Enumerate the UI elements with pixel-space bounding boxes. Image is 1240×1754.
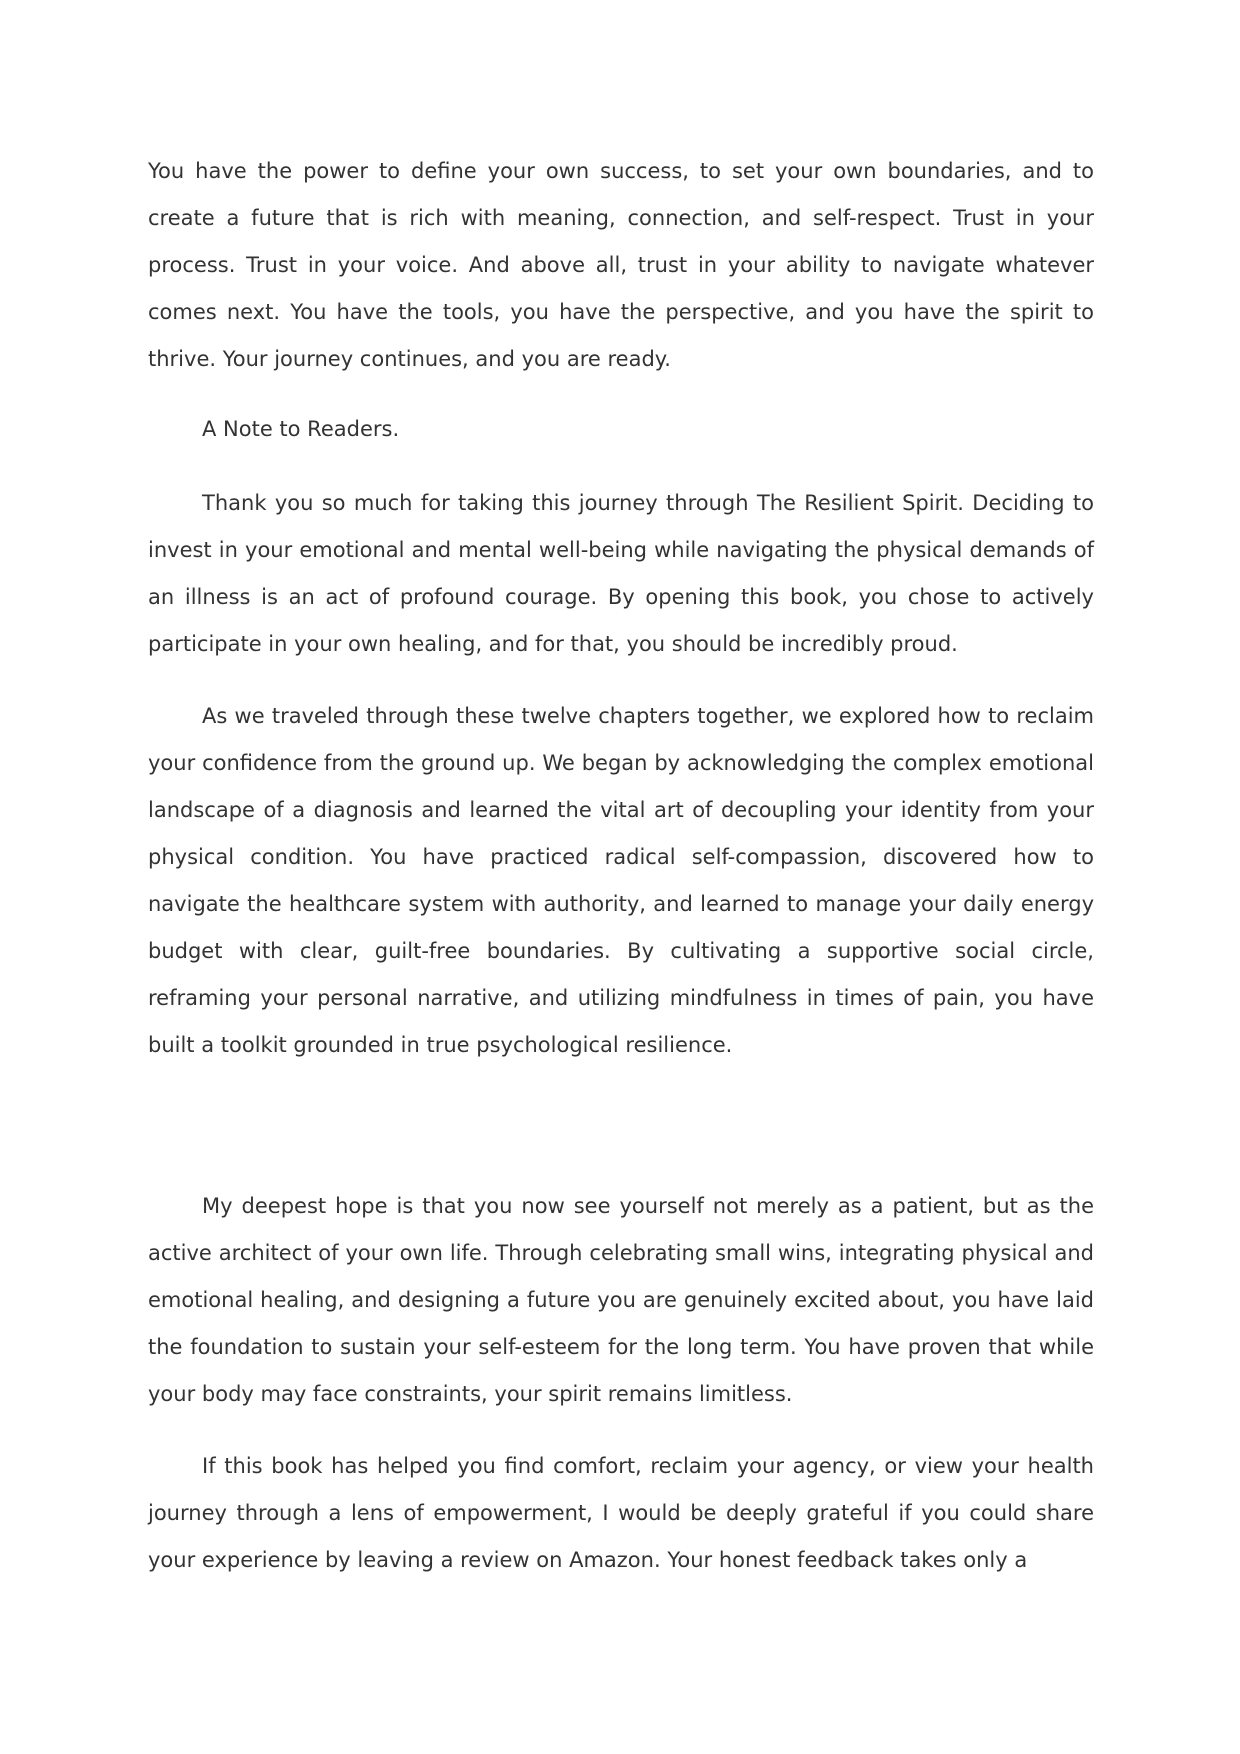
section-heading-note-to-readers: A Note to Readers. xyxy=(202,417,400,441)
paragraph-closing-encouragement: You have the power to define your own success, to set your own boundaries, and to create a future that is rich with meaning, connection, and self-respect. Trust in your process. Trust in your voice. And above all, trust in your ability to navigate whatever comes next. You have the tools, you have the perspective, and you have the spirit to thrive. Your journey continues, and you are ready. xyxy=(148,159,1094,371)
paragraph-review-request: If this book has helped you find comfort, reclaim your agency, or view your health journey through a lens of empowerment, I would be deeply grateful if you could share your experience by leaving a review on Amazon. Your honest feedback takes only a xyxy=(148,1454,1094,1572)
paragraph-deepest-hope: My deepest hope is that you now see yourself not merely as a patient, but as the active architect of your own life. Through celebrating small wins, integrating physical and emotional healing, and designing a future you are genuinely excited about, you have laid the foundation to sustain your self-esteem for the long term. You have proven that while your body may face constraints, your spirit remains limitless. xyxy=(148,1194,1094,1406)
paragraph-chapters-summary: As we traveled through these twelve chapters together, we explored how to reclaim your confidence from the ground up. We began by acknowledging the complex emotional landscape of a diagnosis and learned the vital art of decoupling your identity from your physical condition. You have practiced radical self-compassion, discovered how to navigate the healthcare system with authority, and learned to manage your daily energy budget with clear, guilt-free boundaries. By cultivating a supportive social circle, reframing your personal narrative, and utilizing mindfulness in times of pain, you have built a toolkit grounded in true psychological resilience. xyxy=(148,704,1094,1057)
paragraph-thank-you: Thank you so much for taking this journey through The Resilient Spirit. Deciding to invest in your emotional and mental well-being while navigating the physical demands of an illness is an act of profound courage. By opening this book, you chose to actively participate in your own healing, and for that, you should be incredibly proud. xyxy=(148,491,1094,656)
